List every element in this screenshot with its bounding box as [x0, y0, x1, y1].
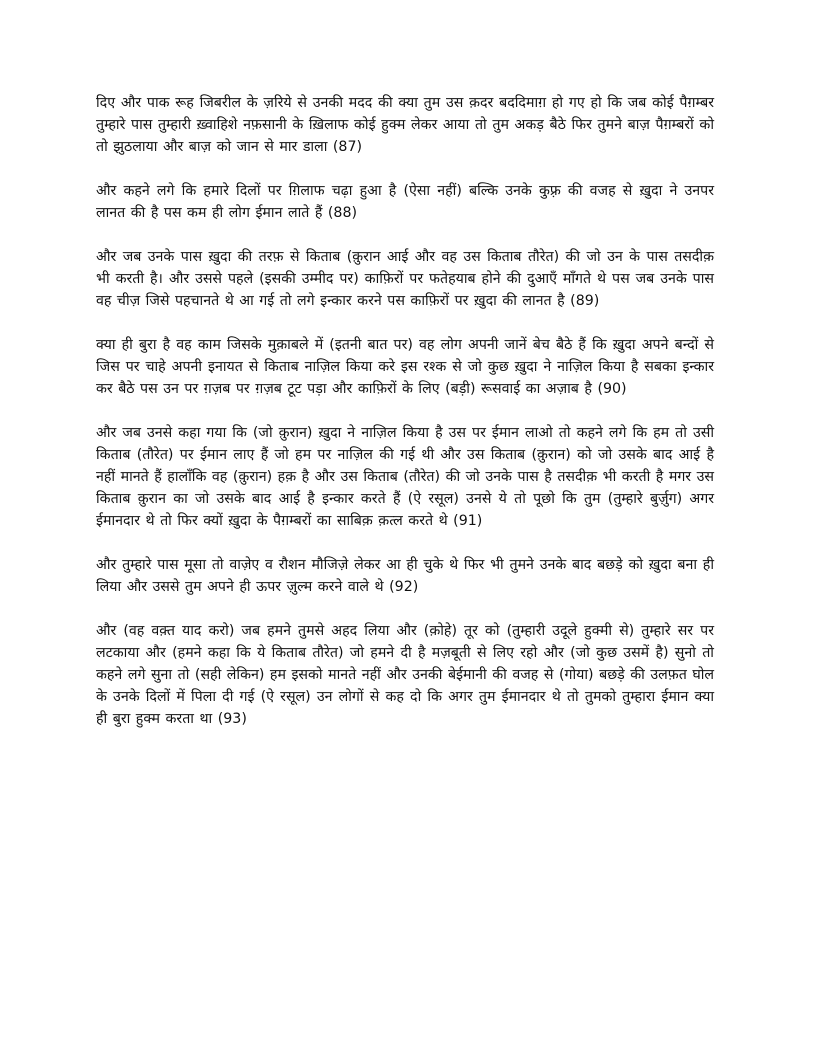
paragraph-verse-89: और जब उनके पास ख़ुदा की तरफ़ से किताब (क़ुरान आई और वह उस किताब तौरेत) की जो उन के पास तसदीक़ भी करती है। और उससे पहले (इसकी उम्मीद पर) काफ़िरों पर फतेहयाब होने की दुआएँ माँगते थे पस जब उनके पास वह चीज़ जिसे पहचानते थे आ गई तो लगे इन्कार करने पस काफ़िरों पर ख़ुदा की लानत है (89) — [96, 249, 714, 309]
paragraph-verse-87: दिए और पाक रूह जिबरील के ज़रिये से उनकी मदद की क्या तुम उस क़दर बददिमाग़ हो गए हो कि जब कोई पैग़म्बर तुम्हारे पास तुम्हारी ख़्वाहिशे नफ़सानी के ख़िलाफ कोई हुक्म लेकर आया तो तुम अकड़ बैठे फिर तुमने बाज़ पैग़म्बरों को तो झुठलाया और बाज़ को जान से मार डाला (87) — [96, 95, 714, 155]
document-page — [96, 92, 714, 752]
paragraph-verse-92: और तुम्हारे पास मूसा तो वाज़ेए व रौशन मौजिज़े लेकर आ ही चुके थे फिर भी तुमने उनके बाद बछड़े को ख़ुदा बना ही लिया और उससे तुम अपने ही ऊपर ज़ुल्म करने वाले थे (92) — [96, 557, 714, 595]
paragraph-verse-88: और कहने लगे कि हमारे दिलों पर ग़िलाफ चढ़ा हुआ है (ऐसा नहीं) बल्कि उनके कुफ़्र की वजह से ख़ुदा ने उनपर लानत की है पस कम ही लोग ईमान लाते हैं (88) — [96, 183, 715, 221]
paragraph-verse-93: और (वह वक़्त याद करो) जब हमने तुमसे अहद लिया और (क़ोहे) तूर को (तुम्हारी उदूले हुक्मी से) तुम्हारे सर पर लटकाया और (हमने कहा कि ये किताब तौरेत) जो हमने दी है मज़बूती से लिए रहो और (जो कुछ उसमें है) सुनो तो कहने लगे सुना तो (सही लेकिन) हम इसको मानते नहीं और उनकी बेईमानी की वजह से (गोया) बछड़े की उलफ़त घोल के उनके दिलों में पिला दी गई (ऐ रसूल) उन लोगों से कह दो कि अगर तुम ईमानदार थे तो तुमको तुम्हारा ईमान क्या ही बुरा हुक्म करता था (93) — [96, 623, 714, 727]
paragraph-verse-90: क्या ही बुरा है वह काम जिसके मुक़ाबले में (इतनी बात पर) वह लोग अपनी जानें बेच बैठे हैं कि ख़ुदा अपने बन्दों से जिस पर चाहे अपनी इनायत से किताब नाज़िल किया करे इस रश्क से जो कुछ ख़ुदा ने नाज़िल किया है सबका इन्कार कर बैठे पस उन पर ग़ज़ब पर ग़ज़ब टूट पड़ा और काफ़िरों के लिए (बड़ी) रूसवाई का अज़ाब है (90) — [96, 337, 714, 397]
paragraph-verse-91: और जब उनसे कहा गया कि (जो क़ुरान) ख़ुदा ने नाज़िल किया है उस पर ईमान लाओ तो कहने लगे कि हम तो उसी किताब (तौरेत) पर ईमान लाए हैं जो हम पर नाज़िल की गई थी और उस किताब (क़ुरान) को जो उसके बाद आई है नहीं मानते हैं हालाँकि वह (क़ुरान) हक़ है और उस किताब (तौरेत) की जो उनके पास है तसदीक़ भी करती है मगर उस किताब क़ुरान का जो उसके बाद आई है इन्कार करते हैं (ऐ रसूल) उनसे ये तो पूछो कि तुम (तुम्हारे बुर्ज़ुग) अगर ईमानदार थे तो फिर क्यों ख़ुदा के पैग़म्बरों का साबिक़ क़त्ल करते थे (91) — [96, 425, 714, 529]
